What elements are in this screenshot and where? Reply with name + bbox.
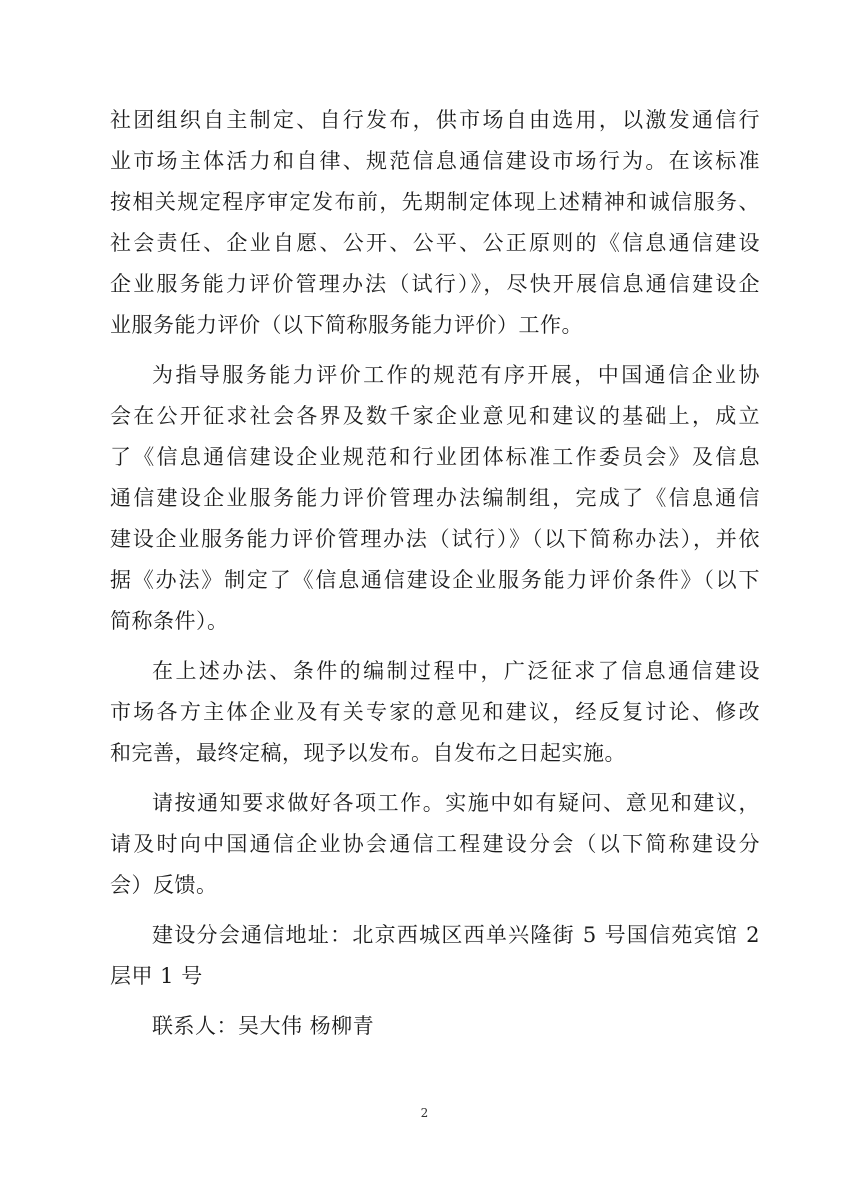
text-line: 通信建设企业服务能力评价管理办法编制组，完成了《信息通信: [110, 486, 760, 510]
text-line: 按相关规定程序审定发布前，先期制定体现上述精神和诚信服务、: [110, 190, 760, 214]
paragraph-1: [110, 100, 760, 346]
contact-paragraph: [110, 1006, 760, 1047]
text-line: 和完善，最终定稿，现予以发布。自发布之日起实施。: [110, 741, 626, 765]
text-line: 据《办法》制定了《信息通信建设企业服务能力评价条件》（以下: [110, 568, 760, 592]
text-line: 在上述办法、条件的编制过程中，广泛征求了信息通信建设: [152, 659, 760, 683]
text-line: 会）反馈。: [110, 873, 218, 897]
document-body: [110, 100, 760, 1047]
text-line: 业服务能力评价（以下简称服务能力评价）工作。: [110, 313, 583, 337]
page-number: 2: [420, 1106, 429, 1120]
text-line: 建设企业服务能力评价管理办法（试行）》（以下简称办法），并依: [110, 527, 760, 551]
text-line: 会在公开征求社会各界及数千家企业意见和建议的基础上，成立: [110, 404, 760, 428]
address-paragraph: [110, 915, 760, 997]
text-line: 简称条件）。: [110, 609, 229, 633]
paragraph-3: [110, 651, 760, 774]
text-line: 为指导服务能力评价工作的规范有序开展，中国通信企业协: [152, 363, 760, 387]
text-line: 市场各方主体企业及有关专家的意见和建议，经反复讨论、修改: [110, 700, 760, 724]
text-line: 社团组织自主制定、自行发布，供市场自由选用，以激发通信行: [110, 108, 760, 132]
text-line: 建设分会通信地址：北京西城区西单兴隆街 5 号国信苑宾馆 2: [152, 923, 760, 947]
text-line: 请及时向中国通信企业协会通信工程建设分会（以下简称建设分: [110, 832, 760, 856]
text-line: 请按通知要求做好各项工作。实施中如有疑问、意见和建议，: [152, 791, 760, 815]
text-line: 了《信息通信建设企业规范和行业团体标准工作委员会》及信息: [110, 445, 760, 469]
paragraph-2: [110, 355, 760, 642]
text-line: 业市场主体活力和自律、规范信息通信建设市场行为。在该标准: [110, 149, 760, 173]
text-line: 层甲 1 号: [110, 964, 203, 988]
paragraph-4: [110, 783, 760, 906]
text-line: 联系人：吴大伟 杨柳青: [152, 1014, 375, 1038]
text-line: 社会责任、企业自愿、公开、公平、公正原则的《信息通信建设: [110, 231, 760, 255]
text-line: 企业服务能力评价管理办法（试行）》，尽快开展信息通信建设企: [110, 272, 760, 296]
